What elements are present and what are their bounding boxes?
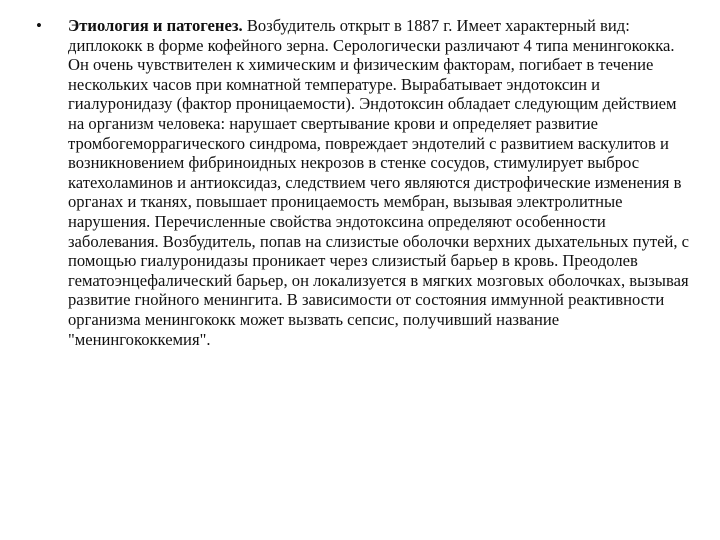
section-heading: Этиология и патогенез. (68, 16, 243, 35)
bullet-icon: • (36, 16, 42, 35)
paragraph (68, 16, 694, 349)
paragraph-body: Возбудитель открыт в 1887 г. Имеет характерный вид: диплококк в форме кофейного зерна. Серологически различают 4 типа менингококка. Он очень чувствителен к химическим и физическим факторам, погибает в течение нескольких часов при комнатной температуре. Вырабатывает эндотоксин и гиалуронидазу (фактор проницаемости). Эндотоксин обладает следующим действием на организм человека: нарушает свертывание крови и определяет развитие тромбогеморрагического синдрома, повреждает эндотелий с развитием васкулитов и возникновением фибриноидных некрозов в стенке сосудов, стимулирует выброс катехоламинов и антиоксидаз, следствием чего являются дистрофические изменения в органах и тканях, повышает проницаемость мембран, вызывая электролитные нарушения. Перечисленные свойства эндотоксина определяют особенности заболевания. Возбудитель, попав на слизистые оболочки верхних дыхательных путей, с помощью гиалуронидазы проникает через слизистый барьер в кровь. Преодолев гематоэнцефалический барьер, он локализуется в мягких мозговых оболочках, вызывая развитие гнойного менингита. В зависимости от состояния иммунной реактивности организма менингококк может вызвать сепсис, получивший название "менингококкемия". (68, 16, 690, 349)
